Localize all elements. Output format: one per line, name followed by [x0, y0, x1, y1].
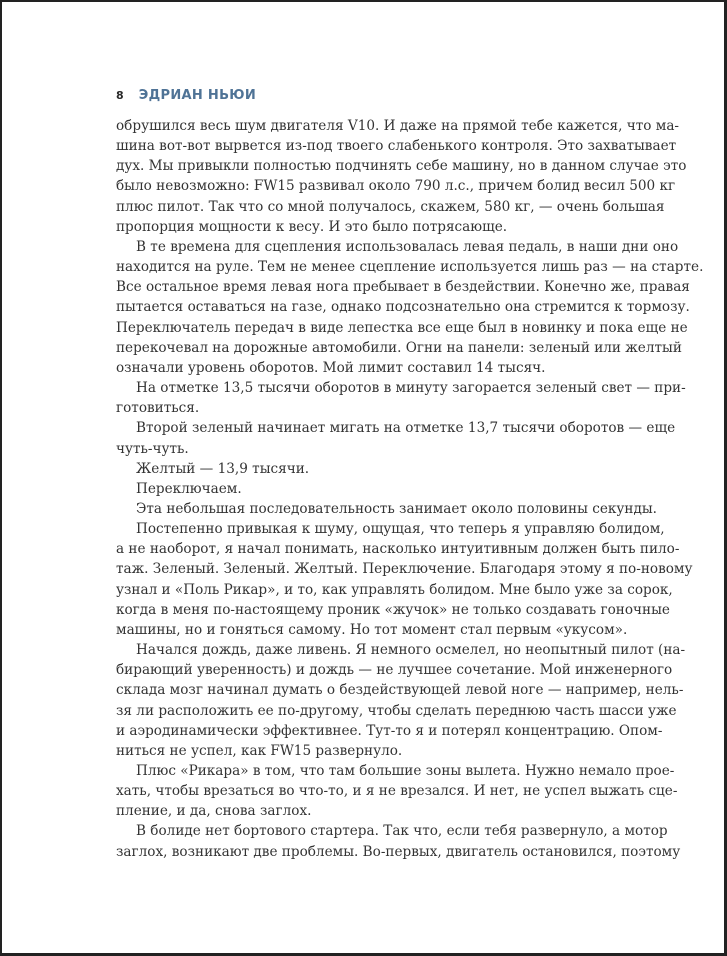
text-line: готовиться. — [116, 400, 200, 417]
text-line: зя ли расположить ее по-другому, чтобы сделать переднюю часть шасси уже — [116, 702, 677, 719]
text-line: было невозможно: FW15 развивал около 790 л.с., причем болид весил 500 кг — [116, 178, 676, 195]
text-line: и аэродинамически эффективнее. Тут-то я и потерял концентрацию. Опом- — [116, 722, 663, 739]
text-line: находится на руле. Тем не менее сцепление используется лишь раз — на старте. — [116, 259, 704, 276]
paragraph — [116, 418, 676, 458]
text-line: плюс пилот. Так что со мной получалось, скажем, 580 кг, — очень большая — [116, 198, 665, 215]
body-text — [116, 116, 704, 862]
paragraph — [116, 459, 653, 479]
page-number: 8 — [116, 89, 124, 102]
text-line: шина вот-вот вырвется из-под твоего слабенького контроля. Это захватывает — [116, 138, 677, 155]
text-line: Эта небольшая последовательность занимает около половины секунды. — [136, 500, 657, 517]
text-line: пытается оставаться на газе, однако подсознательно она стремится к тормозу. — [116, 299, 690, 316]
text-line: Желтый — 13,9 тысячи. — [136, 460, 310, 477]
text-line: На отметке 13,5 тысячи оборотов в минуту загорается зеленый свет — при- — [136, 380, 686, 397]
text-line: Переключатель передач в виде лепестка все еще был в новинку и пока еще не — [116, 319, 688, 336]
text-line: означали уровень оборотов. Мой лимит составил 14 тысяч. — [116, 359, 546, 376]
paragraph — [116, 519, 693, 640]
text-line: а не наоборот, я начал понимать, насколько интуитивным должен быть пило- — [116, 541, 680, 558]
text-line: заглох, возникают две проблемы. Во-первых, двигатель остановился, поэтому — [116, 843, 681, 860]
text-line: В болиде нет бортового стартера. Так что, если тебя развернуло, а мотор — [136, 823, 668, 840]
text-line: Второй зеленый начинает мигать на отметке 13,7 тысячи оборотов — еще — [136, 420, 676, 437]
paragraph — [116, 499, 657, 519]
text-line: бирающий уверенность) и дождь — не лучшее сочетание. Мой инженерного — [116, 662, 673, 679]
text-line: Плюс «Рикара» в том, что там большие зоны вылета. Нужно немало прое- — [136, 763, 675, 779]
text-line: узнал и «Поль Рикар», и то, как управлять болидом. Мне было уже за сорок, — [116, 581, 673, 598]
paragraph — [116, 761, 678, 821]
text-line: пление, и да, снова заглох. — [116, 803, 312, 820]
paragraph — [116, 821, 681, 861]
paragraph — [116, 237, 704, 378]
running-head — [116, 88, 256, 103]
text-line: Начался дождь, даже ливень. Я немного осмелел, но неопытный пилот (на- — [136, 642, 686, 659]
paragraph — [116, 116, 687, 237]
paragraph — [116, 378, 686, 418]
book-page — [2, 2, 724, 953]
text-line: таж. Зеленый. Зеленый. Желтый. Переключение. Благодаря этому я по-новому — [116, 561, 693, 578]
text-line: перекочевал на дорожные автомобили. Огни на панели: зеленый или желтый — [116, 339, 682, 356]
text-line: ниться не успел, как FW15 развернуло. — [116, 742, 403, 759]
text-line: Все остальное время левая нога пребывает в бездействии. Конечно же, правая — [116, 279, 690, 296]
text-line: Постепенно привыкая к шуму, ощущая, что теперь я управляю болидом, — [136, 521, 665, 538]
text-line: чуть-чуть. — [116, 440, 189, 457]
text-line: когда в меня по-настоящему проник «жучок» не только создавать гоночные — [116, 601, 670, 618]
text-line: дух. Мы привыкли полностью подчинять себе машину, но в данном случае это — [116, 158, 687, 175]
running-title: ЭДРИАН НЬЮИ — [138, 88, 257, 103]
text-line: пропорция мощности к весу. И это было потрясающе. — [116, 218, 508, 235]
text-line: склада мозг начинал думать о бездействующей левой ноге — например, нель- — [116, 682, 684, 699]
text-line: В те времена для сцепления использовалась левая педаль, в наши дни оно — [136, 238, 679, 255]
paragraph — [116, 479, 653, 499]
text-line: машины, но и гоняться самому. Но тот момент стал первым «укусом». — [116, 621, 628, 638]
text-line: хать, чтобы врезаться во что-то, и я не врезался. И нет, не успел выжать сце- — [116, 783, 678, 800]
text-line: Переключаем. — [136, 480, 242, 497]
text-line: обрушился весь шум двигателя V10. И даже на прямой тебе кажется, что ма- — [116, 118, 680, 134]
paragraph — [116, 640, 686, 761]
